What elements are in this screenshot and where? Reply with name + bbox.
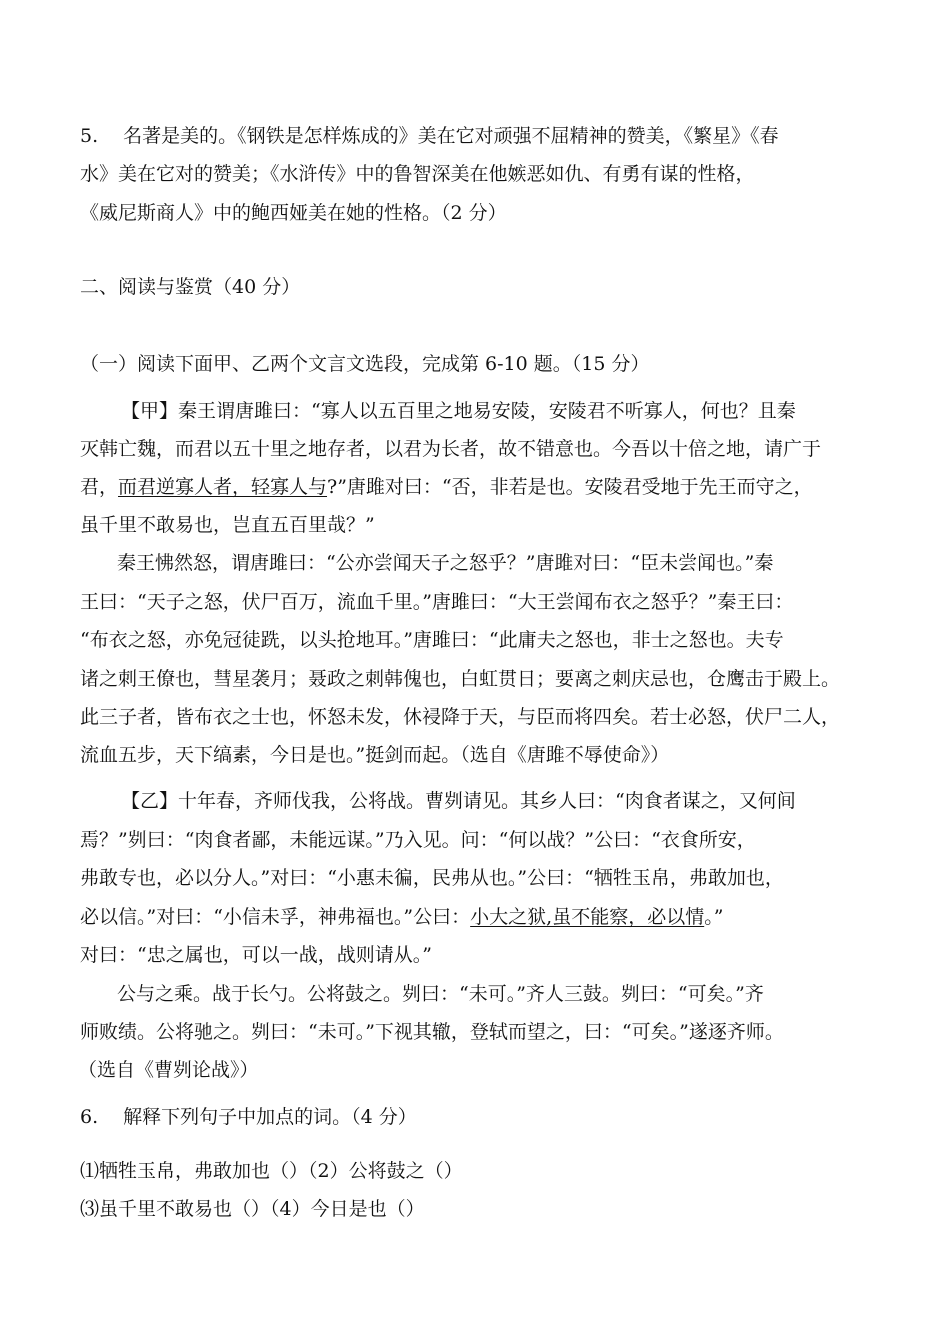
yi-p1-line-5: 对曰：“忠之属也，可以一战，战则请从。” [80,944,432,966]
q6-item-row-2: ⑶虽千里不敢易也（）（4）今日是也（） [80,1198,425,1220]
yi-p2-line-1: 公与之乘。战于长勺。公将鼓之。刿曰：“未可。”齐人三鼓。刿曰：“可矣。”齐 [117,983,764,1005]
jia-p2-line-2: 王曰：“天子之怒，伏尸百万，流血千里。”唐雎曰：“大王尝闻布衣之怒乎？”秦王曰： [80,591,794,613]
yi-p1-line-4 [80,904,723,930]
jia-p1-line-3 [80,474,813,500]
yi-p2-line-3: （选自《曹刿论战》） [78,1059,259,1081]
q6-title: 6. 解释下列句子中加点的词。（4 分） [80,1106,417,1128]
yi-p2-line-2: 师败绩。公将驰之。刿曰：“未可。”下视其辙，登轼而望之，曰：“可矣。”遂逐齐师。 [80,1021,784,1043]
q5-line-1: 5. 名著是美的。《钢铁是怎样炼成的》美在它对顽强不屈精神的赞美，《繁星》《春 [80,125,779,147]
yi-p1-line-4-start: 必以信。”对曰：“小信未孚，神弗福也。”公曰： [80,906,471,928]
jia-p1-line-2: 灭韩亡魏，而君以五十里之地存者，以君为长者，故不错意也。今吾以十倍之地，请广于 [80,438,822,460]
q5-line-2: 水》美在它对的赞美；《水浒传》中的鲁智深美在他嫉恶如仇、有勇有谋的性格， [80,163,755,185]
yi-underlined-sentence: 小大之狱,虽不能察，必以情 [470,906,705,928]
jia-p1-line-4: 虽千里不敢易也，岂直五百里哉？” [80,514,375,536]
q5-line-3: 《威尼斯商人》中的鲍西娅美在她的性格。（2 分） [80,202,507,224]
jia-p2-line-6: 流血五步，天下缟素，今日是也。”挺剑而起。（选自《唐雎不辱使命》） [80,744,670,766]
jia-underlined-sentence: 而君逆寡人者，轻寡人与 [118,476,328,498]
yi-p1-line-3: 弗敢专也，必以分人。”对曰：“小惠未徧，民弗从也。”公曰：“牺牲玉帛，弗敢加也， [80,867,784,889]
jia-p2-line-4: 诸之刺王僚也，彗星袭月；聂政之刺韩傀也，白虹贯日；要离之刺庆忌也，仓鹰击于殿上。 [80,668,841,690]
yi-p1-line-2: 焉？”刿曰：“肉食者鄙，未能远谋。”乃入见。问：“何以战？”公曰：“衣食所安， [80,829,756,851]
yi-p1-line-4-end: 。” [704,906,724,928]
jia-p2-line-5: 此三子者，皆布衣之士也，怀怒未发，休祲降于天，与臣而将四矣。若士必怒，伏尸二人， [80,706,841,728]
jia-p1-line-1: 【甲】秦王谓唐雎曰：“寡人以五百里之地易安陵，安陵君不听寡人，何也？且秦 [121,400,796,422]
jia-p2-line-3: “布衣之怒，亦免冠徒跣，以头抢地耳。”唐雎曰：“此庸夫之怒也，非士之怒也。夫专 [80,629,784,651]
jia-p1-line-3-end: ?”唐雎对曰：“否，非若是也。安陵君受地于先王而守之， [327,476,813,498]
jia-p1-line-3-start: 君， [80,476,119,498]
part-1-heading: （一）阅读下面甲、乙两个文言文选段，完成第 6-10 题。（15 分） [80,353,650,375]
jia-p2-line-1: 秦王怫然怒，谓唐雎曰：“公亦尝闻天子之怒乎？”唐雎对曰：“臣未尝闻也。”秦 [117,552,774,574]
section-2-title: 二、阅读与鉴赏（40 分） [80,276,301,298]
q6-item-row-1: ⑴牺牲玉帛，弗敢加也（）（2）公将鼓之（） [80,1160,463,1182]
yi-p1-line-1: 【乙】十年春，齐师伐我，公将战。曹刿请见。其乡人曰：“肉食者谋之，又何间 [121,790,796,812]
